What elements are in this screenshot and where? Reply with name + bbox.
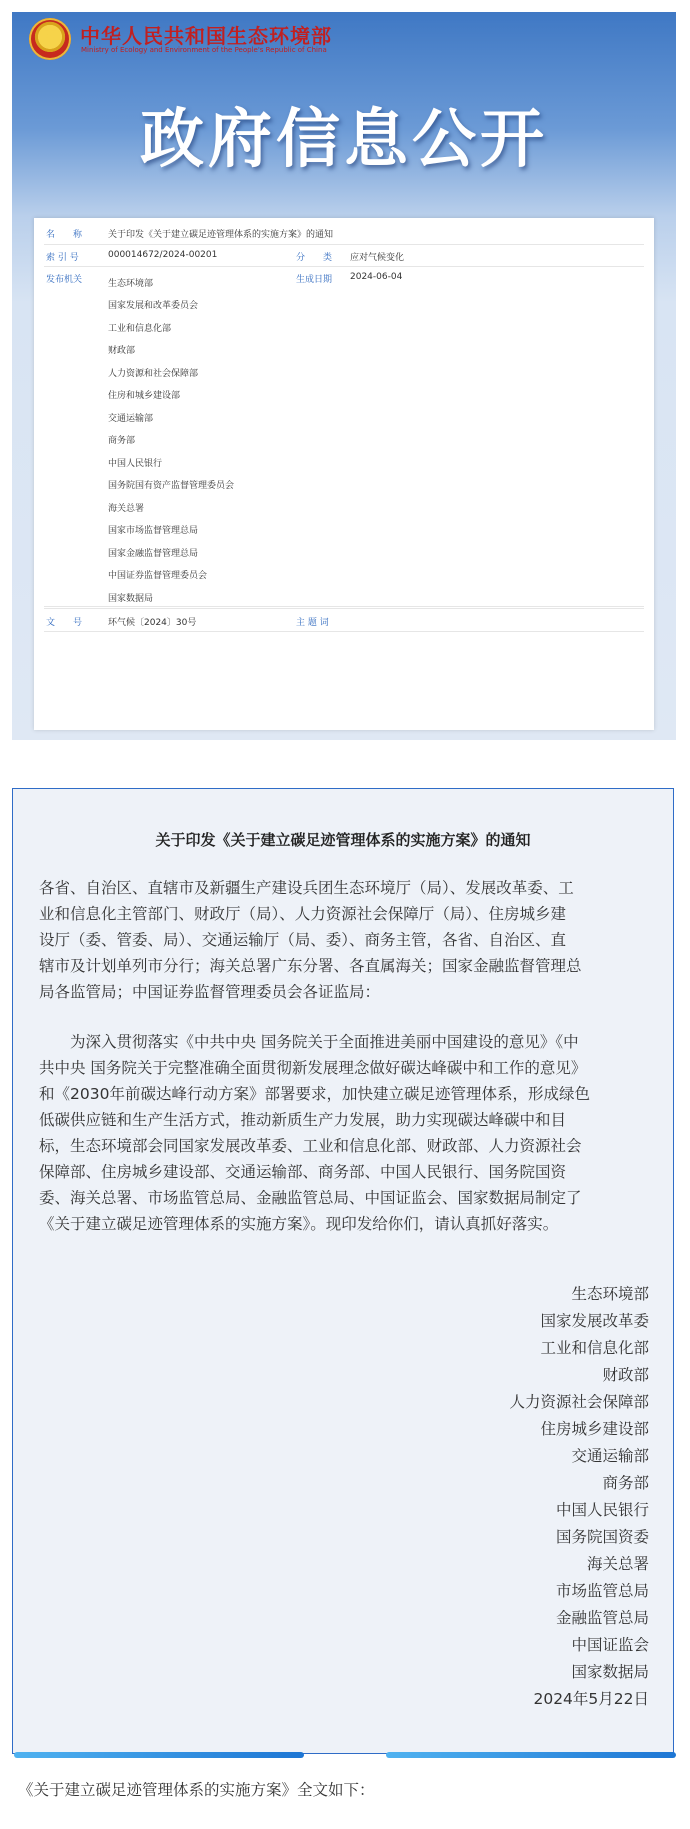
signatory: 人力资源社会保障部 — [509, 1393, 649, 1411]
issuer-item: 海关总署 — [108, 504, 145, 514]
signatory: 商务部 — [602, 1474, 649, 1492]
recipients-line: 业和信息化主管部门、财政厅（局）、人力资源社会保障厅（局）、住房城乡建 — [39, 905, 567, 923]
national-emblem-icon — [29, 18, 71, 60]
body-line: 《关于建立碳足迹管理体系的实施方案》。现印发给你们，请认真抓好落实。 — [39, 1215, 559, 1233]
body-line: 委、海关总署、市场监管总局、金融监管总局、中国证监会、国家数据局制定了 — [39, 1189, 582, 1207]
signatory: 国家数据局 — [571, 1663, 649, 1681]
index-value: 000014672/2024-00201 — [108, 250, 218, 260]
issuer-item: 商务部 — [108, 436, 136, 446]
issuer-item: 人力资源和社会保障部 — [108, 369, 199, 379]
org-name-en: Ministry of Ecology and Environment of the People's Republic of China — [81, 46, 327, 54]
body-line: 共中央 国务院关于完整准确全面贯彻新发展理念做好碳达峰碳中和工作的意见》 — [39, 1059, 587, 1077]
info-row-index — [44, 244, 644, 267]
org-name-cn: 中华人民共和国生态环境部 — [80, 24, 332, 48]
signatory: 海关总署 — [586, 1555, 649, 1573]
signatory: 国家发展改革委 — [540, 1312, 649, 1330]
signatory: 金融监管总局 — [555, 1609, 649, 1627]
issuer-item: 中国人民银行 — [108, 459, 163, 469]
body-line: 低碳供应链和生产生活方式，推动新质生产力发展，助力实现碳达峰碳中和目 — [39, 1111, 567, 1129]
index-label: 索 引 号 — [46, 253, 79, 263]
recipients-line: 设厅（委、管委、局）、交通运输厅（局、委）、商务主管，各省、自治区、直 — [39, 931, 567, 949]
body-paragraph — [39, 1029, 649, 1237]
signatory: 中国证监会 — [571, 1636, 649, 1654]
body-line: 保障部、住房城乡建设部、交通运输部、商务部、中国人民银行、国务院国资 — [39, 1163, 567, 1181]
letter-date: 2024年5月22日 — [533, 1690, 649, 1708]
notice-letter — [12, 788, 674, 1754]
body-line: 和《2030年前碳达峰行动方案》部署要求，加快建立碳足迹管理体系，形成绿色 — [39, 1085, 590, 1103]
issuer-item: 交通运输部 — [108, 414, 154, 424]
info-card — [34, 218, 654, 730]
decorative-bar-right — [386, 1752, 676, 1758]
signatory: 生态环境部 — [571, 1285, 649, 1303]
issuer-item: 国家金融监督管理总局 — [108, 549, 199, 559]
signatory: 交通运输部 — [571, 1447, 649, 1465]
banner-title: 政府信息公开 — [140, 103, 548, 177]
issuer-label: 发布机关 — [46, 275, 83, 285]
issuer-item: 国务院国有资产监督管理委员会 — [108, 481, 235, 491]
name-label: 名 称 — [46, 230, 83, 240]
signatory: 市场监管总局 — [555, 1582, 649, 1600]
body-line: 标，生态环境部会同国家发展改革委、工业和信息化部、财政部、人力资源社会 — [39, 1137, 582, 1155]
signatory: 工业和信息化部 — [540, 1339, 649, 1357]
recipients-line: 各省、自治区、直辖市及新疆生产建设兵团生态环境厅（局）、发展改革委、工 — [39, 879, 574, 897]
decorative-bar-left — [14, 1752, 304, 1758]
issuer-item: 国家数据局 — [108, 594, 154, 604]
keywords-label: 主 题 词 — [296, 618, 329, 628]
recipients-line: 局各监管局；中国证券监督管理委员会各证监局： — [39, 983, 381, 1001]
signatory: 财政部 — [602, 1366, 649, 1384]
star-icon: ★ — [42, 23, 58, 42]
date-value: 2024-06-04 — [350, 272, 403, 282]
recipients-paragraph — [39, 875, 649, 1005]
letter-title: 关于印发《关于建立碳足迹管理体系的实施方案》的通知 — [155, 831, 531, 849]
fulltext-intro: 《关于建立碳足迹管理体系的实施方案》全文如下： — [18, 1781, 375, 1799]
signatory: 中国人民银行 — [555, 1501, 649, 1519]
issuer-item: 国家发展和改革委员会 — [108, 301, 199, 311]
issuer-item: 中国证券监督管理委员会 — [108, 571, 208, 581]
issuer-item: 住房和城乡建设部 — [108, 391, 181, 401]
name-value: 关于印发《关于建立碳足迹管理体系的实施方案》的通知 — [108, 230, 334, 240]
info-row-docno — [44, 608, 644, 632]
issuer-item: 财政部 — [108, 346, 136, 356]
info-row-name — [44, 218, 644, 245]
docno-value: 环气候〔2024〕30号 — [108, 618, 197, 628]
issuer-item: 工业和信息化部 — [108, 324, 172, 334]
body-line: 为深入贯彻落实《中共中央 国务院关于全面推进美丽中国建设的意见》《中 — [39, 1033, 579, 1051]
recipients-line: 辖市及计划单列市分行；海关总署广东分署、各直属海关；国家金融监督管理总 — [39, 957, 582, 975]
issuer-item: 国家市场监督管理总局 — [108, 526, 199, 536]
signatory: 住房城乡建设部 — [540, 1420, 649, 1438]
category-value: 应对气候变化 — [350, 253, 405, 263]
signatory: 国务院国资委 — [555, 1528, 649, 1546]
category-label: 分 类 — [296, 253, 333, 263]
issuer-item: 生态环境部 — [108, 279, 154, 289]
docno-label: 文 号 — [46, 618, 83, 628]
date-label: 生成日期 — [296, 275, 333, 285]
